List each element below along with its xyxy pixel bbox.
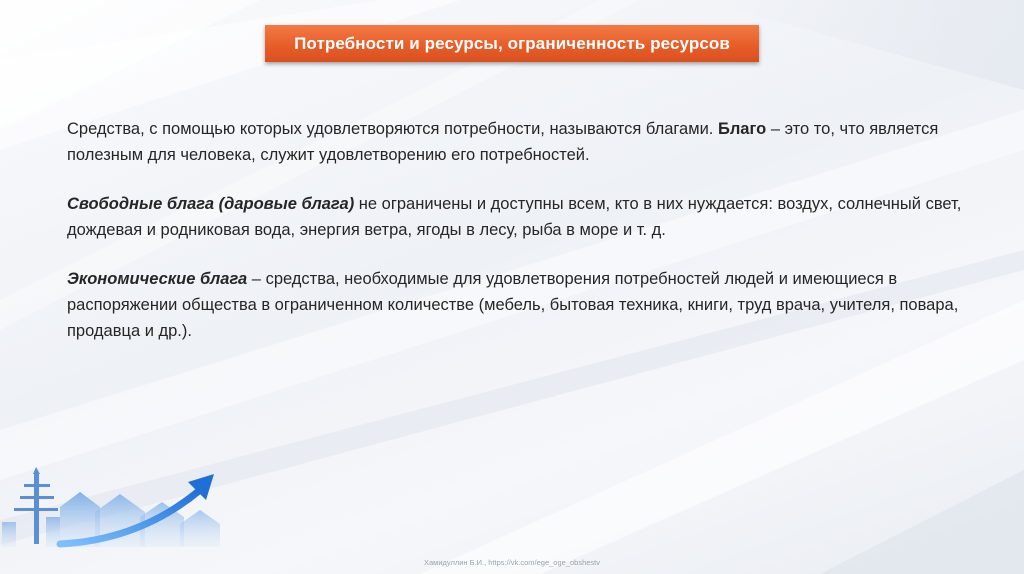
title-bar [265, 25, 759, 62]
paragraph-free-goods-rest: не ограничены и доступны всем, кто в них нуждается: воздух, солнечный свет, дождевая и родниковая вода, энергия ветра, ягоды в лесу, рыба в море и т. д. [67, 195, 962, 239]
paragraph-free-goods [67, 191, 967, 243]
term-blago: Благо [717, 120, 767, 138]
slide-body [67, 116, 967, 367]
paragraph-economic-goods [67, 266, 967, 344]
paragraph-definition [67, 116, 967, 168]
slide-title: Потребности и ресурсы, ограниченность ресурсов [294, 33, 730, 53]
term-economic-goods: Экономические блага [67, 270, 248, 288]
footer-credit: Хамидуллин Б.И., https://vk.com/ege_oge_obshestv [423, 558, 601, 567]
term-free-goods: Свободные блага (даровые блага) [67, 195, 355, 213]
paragraph-definition-rest: – это то, что является полезным для человека, служит удовлетворению его потребностей. [67, 120, 939, 164]
paragraph-definition-text: Средства, с помощью которых удовлетворяются потребности, называются благами. [67, 120, 718, 138]
growth-chart-arrow-icon [0, 462, 250, 552]
paragraph-economic-goods-rest: – средства, необходимые для удовлетворения потребностей людей и имеющиеся в распоряжении общества в ограниченном количестве (мебель, бытовая техника, книги, труд врача, учителя, повара, продавца и др.). [67, 270, 959, 340]
